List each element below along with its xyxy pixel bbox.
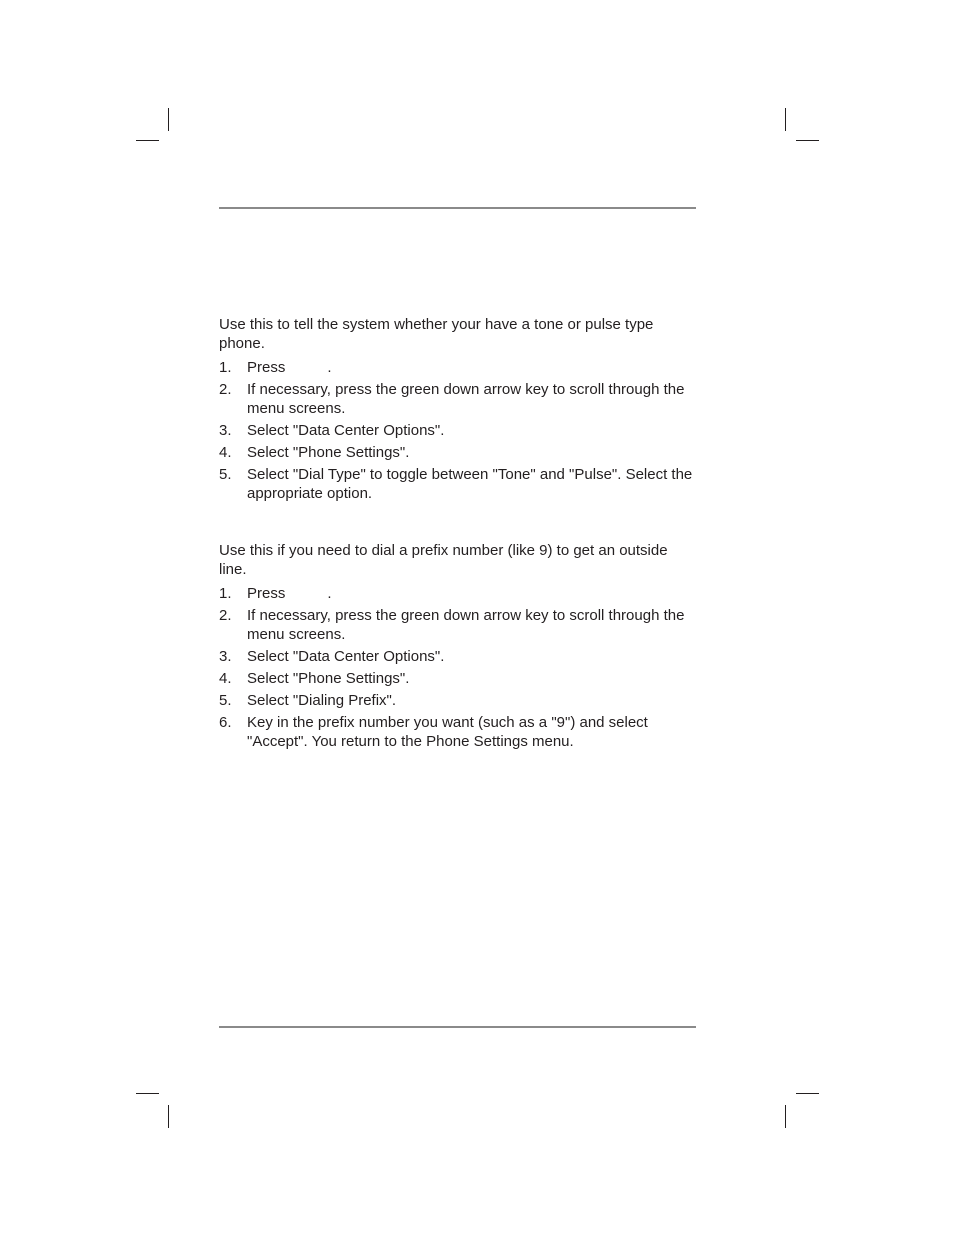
step-number: 5.: [219, 692, 232, 709]
crop-mark-top-right-vertical: [785, 108, 786, 131]
crop-mark-top-right-horizontal: [796, 140, 819, 141]
list-item: [219, 380, 699, 418]
step-text: Press: [247, 585, 286, 602]
list-item: [219, 647, 699, 666]
step-number: 3.: [219, 648, 232, 665]
crop-mark-top-left-vertical: [168, 108, 169, 131]
footer-rule: [219, 1026, 696, 1028]
step-number: 1.: [219, 585, 232, 602]
dialing-prefix-section: [219, 541, 699, 754]
list-item: [219, 691, 699, 710]
step-suffix: .: [327, 359, 332, 376]
step-text: Select "Dial Type" to toggle between "Tone" and "Pulse". Select the appropriate option.: [247, 466, 693, 502]
step-text: Select "Phone Settings".: [247, 444, 410, 461]
step-number: 2.: [219, 381, 232, 398]
crop-mark-top-left-horizontal: [136, 140, 159, 141]
list-item: [219, 465, 699, 503]
list-item: [219, 443, 699, 462]
dial-type-section: [219, 315, 699, 506]
step-number: 2.: [219, 607, 232, 624]
step-text: If necessary, press the green down arrow key to scroll through the menu screens.: [247, 607, 685, 643]
step-number: 4.: [219, 670, 232, 687]
step-number: 4.: [219, 444, 232, 461]
crop-mark-bottom-right-horizontal: [796, 1093, 819, 1094]
step-text: If necessary, press the green down arrow key to scroll through the menu screens.: [247, 381, 685, 417]
list-item: [219, 669, 699, 688]
dialing-prefix-intro: Use this if you need to dial a prefix number (like 9) to get an outside line.: [219, 542, 668, 578]
crop-mark-bottom-left-horizontal: [136, 1093, 159, 1094]
crop-mark-bottom-left-vertical: [168, 1105, 169, 1128]
list-item: [219, 421, 699, 440]
dialing-prefix-steps: [219, 584, 699, 751]
step-number: 5.: [219, 466, 232, 483]
dial-type-intro: Use this to tell the system whether your have a tone or pulse type phone.: [219, 316, 654, 352]
step-text: Select "Data Center Options".: [247, 648, 445, 665]
step-text: Key in the prefix number you want (such as a "9") and select "Accept". You return to the Phone Settings menu.: [247, 714, 648, 750]
step-suffix: .: [327, 585, 332, 602]
step-text: Select "Data Center Options".: [247, 422, 445, 439]
step-text: Select "Phone Settings".: [247, 670, 410, 687]
dial-type-steps: [219, 358, 699, 503]
list-item: [219, 358, 699, 377]
header-rule: [219, 207, 696, 209]
step-text: Select "Dialing Prefix".: [247, 692, 397, 709]
list-item: [219, 584, 699, 603]
list-item: [219, 713, 699, 751]
step-number: 1.: [219, 359, 232, 376]
list-item: [219, 606, 699, 644]
step-text: Press: [247, 359, 286, 376]
crop-mark-bottom-right-vertical: [785, 1105, 786, 1128]
step-number: 6.: [219, 714, 232, 731]
step-number: 3.: [219, 422, 232, 439]
